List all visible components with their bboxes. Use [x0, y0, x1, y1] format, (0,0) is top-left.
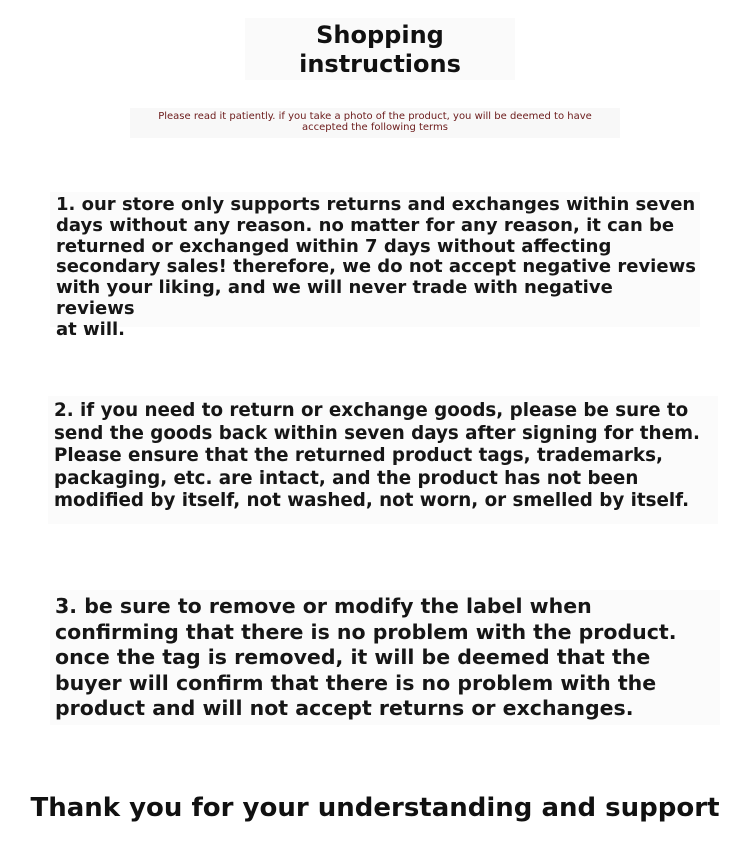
- term-2-line-4: packaging, etc. are intact, and the product has not been: [54, 467, 639, 489]
- term-1: [56, 195, 696, 341]
- term-1-line-2: days without any reason. no matter for any reason, it can be: [56, 214, 675, 236]
- term-1-line-1: 1. our store only supports returns and exchanges within seven: [56, 194, 696, 215]
- term-2-line-2: send the goods back within seven days after signing for them.: [54, 422, 700, 444]
- notice-line-2: accepted the following terms: [302, 122, 448, 133]
- page-title-line-1: Shopping: [316, 21, 444, 49]
- thank-you-message: Thank you for your understanding and support: [30, 793, 720, 823]
- term-2: [54, 400, 734, 513]
- term-3: [55, 594, 735, 722]
- term-3-line-3: once the tag is removed, it will be deemed that the: [55, 645, 651, 670]
- title-block: [245, 18, 515, 80]
- term-2-line-1: 2. if you need to return or exchange goods, please be sure to: [54, 400, 689, 421]
- term-1-line-6: at will.: [56, 318, 125, 340]
- term-1-line-3: returned or exchanged within 7 days without affecting: [56, 235, 612, 257]
- term-3-line-5: product and will not accept returns or exchanges.: [55, 696, 634, 721]
- term-2-line-5: modified by itself, not washed, not worn, or smelled by itself.: [54, 490, 690, 511]
- term-3-line-1: 3. be sure to remove or modify the label when: [55, 594, 592, 618]
- term-3-line-2: confirming that there is no problem with the product.: [55, 619, 677, 644]
- page-title-line-2: instructions: [299, 50, 461, 78]
- page-title: [245, 18, 515, 79]
- term-1-line-5: with your liking, and we will never trade with negative reviews: [56, 277, 613, 319]
- notice-block: [130, 108, 620, 138]
- term-2-line-3: Please ensure that the returned product tags, trademarks,: [54, 445, 663, 466]
- term-1-line-4: secondary sales! therefore, we do not accept negative reviews: [56, 256, 696, 278]
- term-3-line-4: buyer will confirm that there is no problem with the: [55, 670, 657, 695]
- notice-line-1: Please read it patiently. if you take a photo of the product, you will be deemed to have: [158, 111, 592, 122]
- notice-text: [130, 108, 620, 133]
